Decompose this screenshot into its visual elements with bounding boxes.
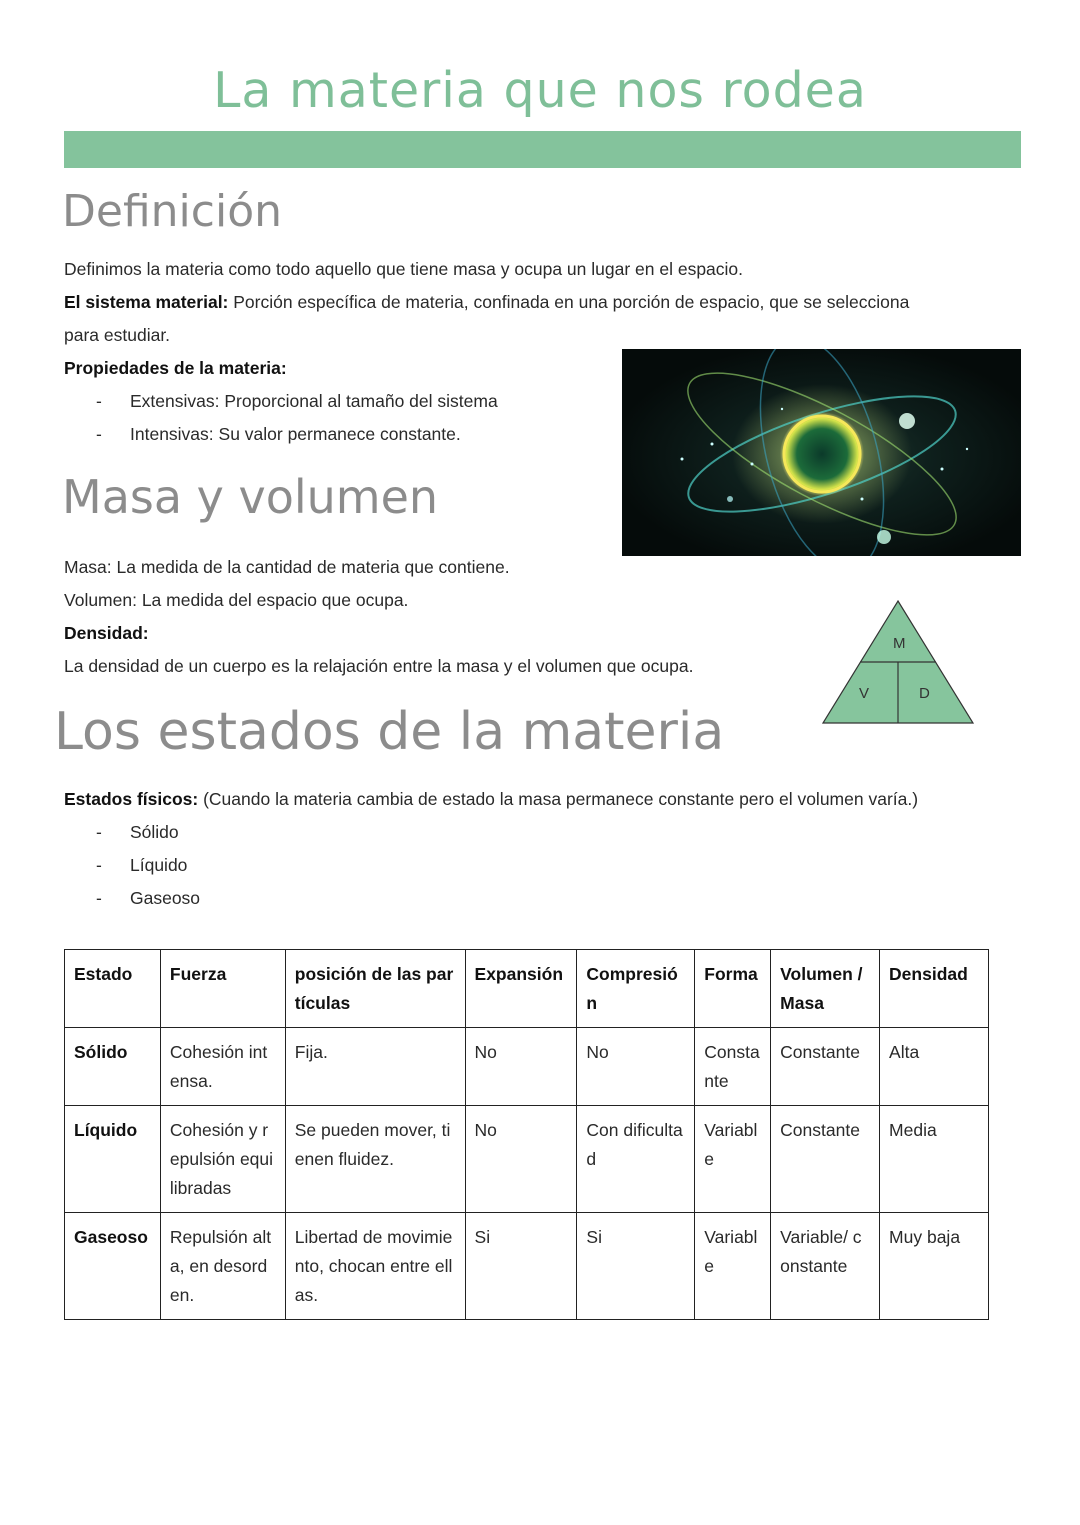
table-cell: Fija. xyxy=(285,1028,465,1106)
title-divider-bar xyxy=(64,131,1021,168)
table-header-cell: Densidad xyxy=(880,950,989,1028)
propiedad-intensivas: - Intensivas: Su valor permanece constante. xyxy=(96,424,461,444)
estados-fisicos-text: (Cuando la materia cambia de estado la masa permanece constante pero el volumen varía.) xyxy=(198,789,919,809)
table-cell: No xyxy=(465,1028,577,1106)
heading-estados: Los estados de la materia xyxy=(54,702,725,762)
table-cell: Constante xyxy=(695,1028,771,1106)
table-header-cell: Compresión xyxy=(577,950,695,1028)
table-cell: Se pueden mover, tienen fluidez. xyxy=(285,1106,465,1213)
densidad-line: La densidad de un cuerpo es la relajación entre la masa y el volumen que ocupa. xyxy=(64,656,694,676)
table-row xyxy=(65,1213,989,1320)
table-header-cell: Volumen / Masa xyxy=(771,950,880,1028)
table-cell: Si xyxy=(577,1213,695,1320)
table-cell: Muy baja xyxy=(880,1213,989,1320)
table-header-row xyxy=(65,950,989,1028)
states-table xyxy=(64,949,989,1320)
table-cell: Constante xyxy=(771,1028,880,1106)
triangle-label-d: D xyxy=(919,685,930,702)
table-header-cell: Estado xyxy=(65,950,161,1028)
estados-fisicos-label: Estados físicos: xyxy=(64,789,199,809)
triangle-label-m: M xyxy=(893,635,906,652)
table-header-cell: Expansión xyxy=(465,950,577,1028)
sistema-material-line xyxy=(64,290,909,314)
propiedad-extensivas: - Extensivas: Proporcional al tamaño del sistema xyxy=(96,391,498,411)
table-cell: Constante xyxy=(771,1106,880,1213)
definicion-line: Definimos la materia como todo aquello que tiene masa y ocupa un lugar en el espacio. xyxy=(64,259,744,279)
estados-fisicos-line xyxy=(64,787,918,811)
volumen-line: Volumen: La medida del espacio que ocupa. xyxy=(64,590,409,610)
table-header-cell: posición de las partículas xyxy=(285,950,465,1028)
table-cell: No xyxy=(577,1028,695,1106)
table-cell: Alta xyxy=(880,1028,989,1106)
heading-definicion: Definición xyxy=(62,186,282,237)
densidad-label: Densidad: xyxy=(64,623,149,643)
masa-line: Masa: La medida de la cantidad de materia que contiene. xyxy=(64,557,510,577)
sistema-material-continuation: para estudiar. xyxy=(64,325,171,345)
table-cell: No xyxy=(465,1106,577,1213)
table-cell: Cohesión y repulsión equilibradas xyxy=(160,1106,285,1213)
estado-solido: - Sólido xyxy=(96,822,179,842)
sistema-material-label: El sistema material: xyxy=(64,292,229,312)
mvd-triangle-diagram xyxy=(820,598,976,726)
table-row xyxy=(65,1028,989,1106)
estado-liquido: - Líquido xyxy=(96,855,188,875)
sistema-material-text: Porción específica de materia, confinada en una porción de espacio, que se selecciona xyxy=(228,292,910,312)
table-cell: Gaseoso xyxy=(65,1213,161,1320)
atom-illustration xyxy=(622,349,1021,556)
table-cell: Líquido xyxy=(65,1106,161,1213)
table-row xyxy=(65,1106,989,1213)
table-cell: Sólido xyxy=(65,1028,161,1106)
estado-gaseoso: - Gaseoso xyxy=(96,888,201,908)
propiedades-label: Propiedades de la materia: xyxy=(64,358,287,378)
table-header-cell: Fuerza xyxy=(160,950,285,1028)
table-header-cell: Forma xyxy=(695,950,771,1028)
table-cell: Libertad de movimiento, chocan entre ellas. xyxy=(285,1213,465,1320)
table-cell: Si xyxy=(465,1213,577,1320)
table-cell: Cohesión intensa. xyxy=(160,1028,285,1106)
table-cell: Variable/ constante xyxy=(771,1213,880,1320)
table-cell: Media xyxy=(880,1106,989,1213)
table-cell: Variable xyxy=(695,1213,771,1320)
triangle-label-v: V xyxy=(859,685,870,702)
table-cell: Variable xyxy=(695,1106,771,1213)
page-title: La materia que nos rodea xyxy=(213,62,867,119)
table-cell: Repulsión alta, en desorden. xyxy=(160,1213,285,1320)
heading-masa-volumen: Masa y volumen xyxy=(62,470,439,524)
table-cell: Con dificultad xyxy=(577,1106,695,1213)
